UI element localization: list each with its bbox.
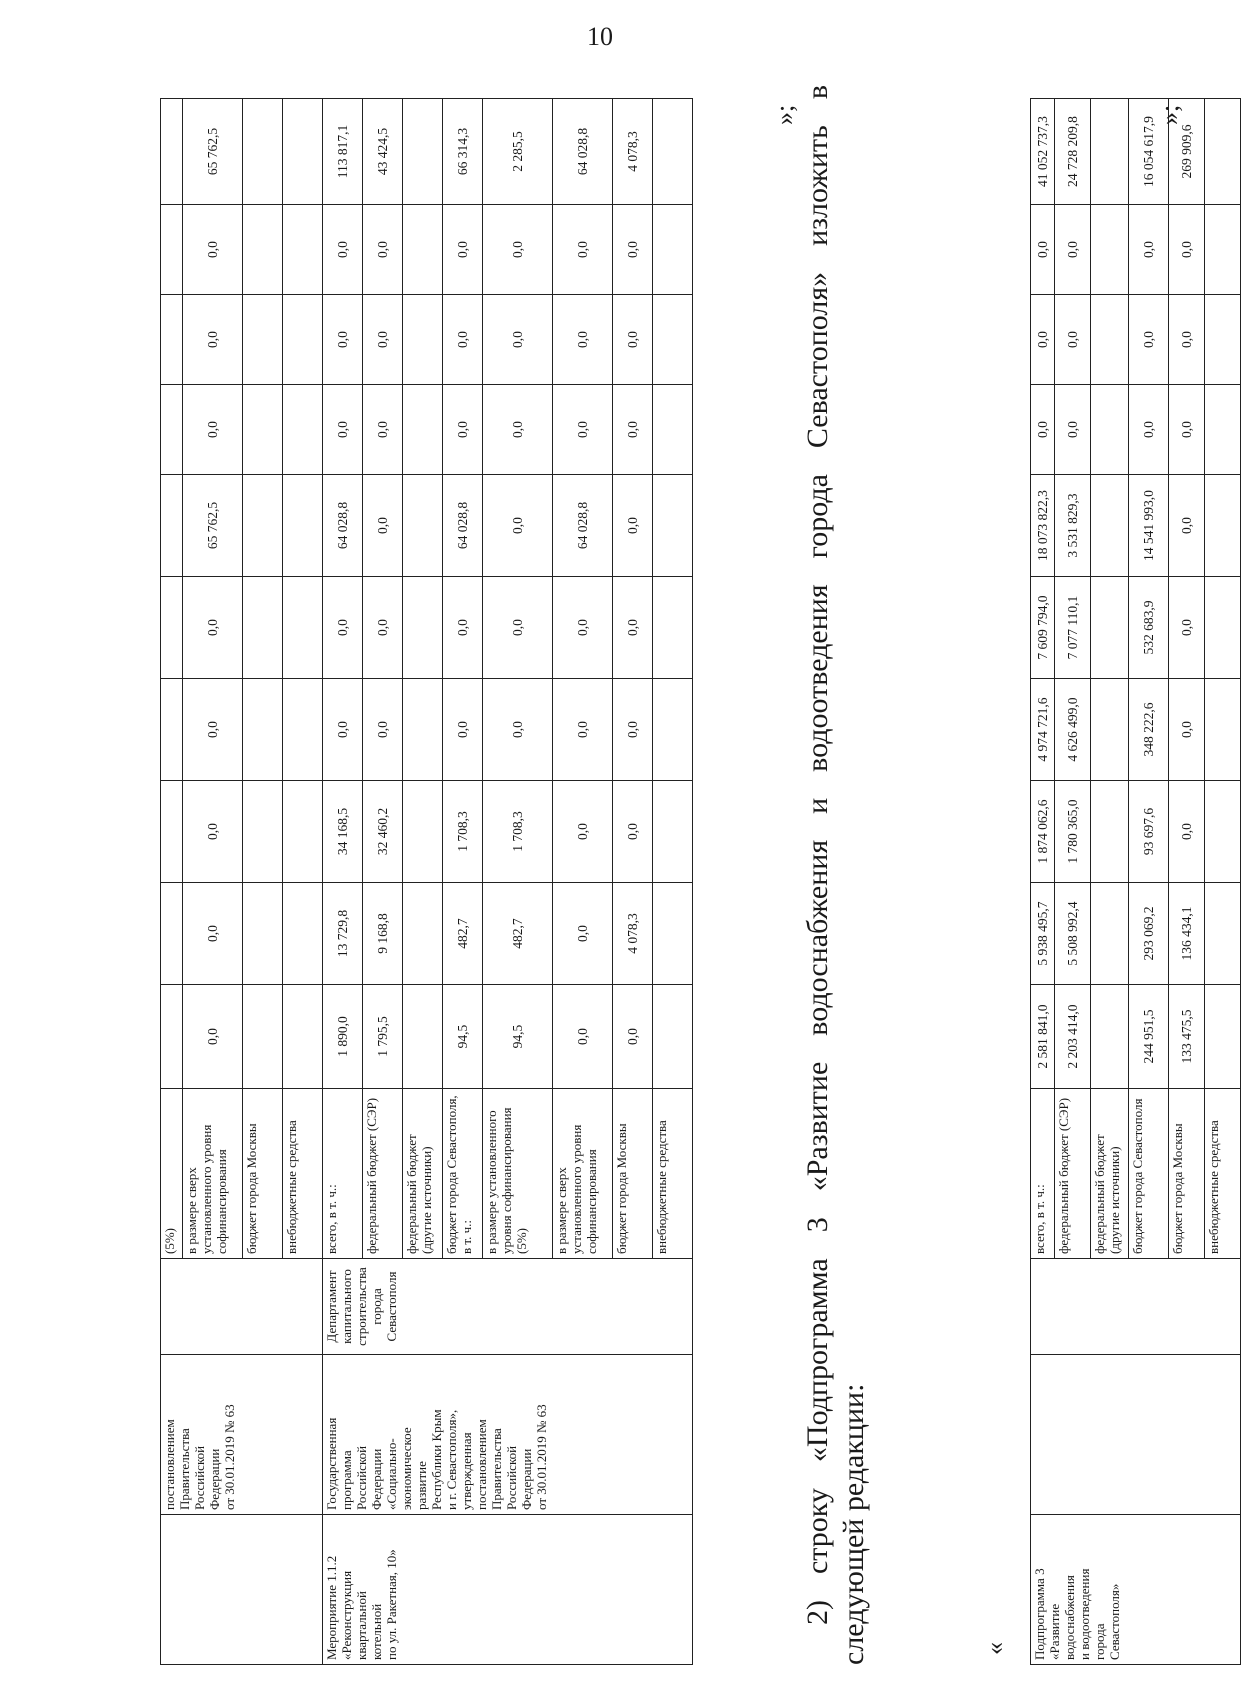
amount-cell: 0,0 <box>553 679 613 781</box>
amount-cell: 0,0 <box>613 679 653 781</box>
funding-source-cell: федеральный бюджет (СЭР) <box>1055 1089 1091 1259</box>
amount-cell: 0,0 <box>1055 295 1091 385</box>
amount-cell: 0,0 <box>443 295 483 385</box>
table-row <box>323 99 363 1665</box>
amount-cell <box>243 679 283 781</box>
amount-cell: 7 077 110,1 <box>1055 577 1091 679</box>
amount-cell: 1 708,3 <box>483 781 553 883</box>
amount-cell: 0,0 <box>613 985 653 1089</box>
amount-cell: 0,0 <box>553 883 613 985</box>
amount-cell <box>653 385 693 475</box>
budget-table-subprogram-3 <box>1030 98 1241 1665</box>
amount-cell: 0,0 <box>613 781 653 883</box>
amount-cell: 0,0 <box>323 295 363 385</box>
amount-cell <box>161 205 183 295</box>
amount-cell: 0,0 <box>613 577 653 679</box>
amount-cell <box>161 99 183 205</box>
amount-cell <box>1205 295 1241 385</box>
amount-cell <box>283 385 323 475</box>
amount-cell: 0,0 <box>183 985 243 1089</box>
measure-name-cell: Мероприятие 1.1.2 «Реконструкция квартальной котельной по ул. Ракетная, 10» <box>323 1515 693 1665</box>
amount-cell: 0,0 <box>483 679 553 781</box>
amount-cell: 93 697,6 <box>1129 781 1169 883</box>
amount-cell <box>1091 577 1129 679</box>
amount-cell: 1 874 062,6 <box>1031 781 1055 883</box>
amount-cell: 65 762,5 <box>183 99 243 205</box>
amount-cell <box>283 883 323 985</box>
amount-cell: 0,0 <box>1169 577 1205 679</box>
amount-cell <box>161 883 183 985</box>
amount-cell: 0,0 <box>443 577 483 679</box>
amount-cell: 0,0 <box>183 385 243 475</box>
program-basis-cell <box>1031 1355 1241 1515</box>
amount-cell: 0,0 <box>553 385 613 475</box>
amount-cell <box>1091 385 1129 475</box>
amount-cell <box>161 985 183 1089</box>
amount-cell <box>403 295 443 385</box>
funding-source-cell: в размере сверх установленного уровня софинансирования <box>183 1089 243 1259</box>
amount-cell <box>161 295 183 385</box>
funding-source-cell: федеральный бюджет (другие источники) <box>403 1089 443 1259</box>
amount-cell: 0,0 <box>183 883 243 985</box>
amount-cell <box>283 475 323 577</box>
amount-cell: 1 780 365,0 <box>1055 781 1091 883</box>
amount-cell: 0,0 <box>363 385 403 475</box>
funding-source-cell: всего, в т. ч.: <box>323 1089 363 1259</box>
amount-cell: 0,0 <box>613 475 653 577</box>
amount-cell <box>283 985 323 1089</box>
amount-cell <box>283 295 323 385</box>
amount-cell <box>403 679 443 781</box>
amount-cell <box>403 781 443 883</box>
amount-cell: 4 626 499,0 <box>1055 679 1091 781</box>
amount-cell: 0,0 <box>1055 205 1091 295</box>
amount-cell: 65 762,5 <box>183 475 243 577</box>
funding-source-cell: бюджет города Москвы <box>243 1089 283 1259</box>
funding-source-cell: бюджет города Севастополя, в т. ч.: <box>443 1089 483 1259</box>
amount-cell: 0,0 <box>1169 205 1205 295</box>
amount-cell <box>243 295 283 385</box>
funding-source-cell: внебюджетные средства <box>1205 1089 1241 1259</box>
amount-cell <box>283 205 323 295</box>
amount-cell <box>243 985 283 1089</box>
amount-cell: 2 285,5 <box>483 99 553 205</box>
amount-cell: 5 508 992,4 <box>1055 883 1091 985</box>
amount-cell: 0,0 <box>483 577 553 679</box>
rotated-page-content <box>160 65 1240 1665</box>
amount-cell: 133 475,5 <box>1169 985 1205 1089</box>
amount-cell: 0,0 <box>553 577 613 679</box>
closing-quote: »; <box>1155 104 1184 125</box>
amount-cell: 0,0 <box>363 295 403 385</box>
amount-cell <box>653 99 693 205</box>
amount-cell: 66 314,3 <box>443 99 483 205</box>
amount-cell: 269 909,6 <box>1169 99 1205 205</box>
amount-cell: 0,0 <box>1169 385 1205 475</box>
amount-cell: 0,0 <box>483 205 553 295</box>
amount-cell: 0,0 <box>613 205 653 295</box>
amount-cell: 94,5 <box>443 985 483 1089</box>
amount-cell: 293 069,2 <box>1129 883 1169 985</box>
amount-cell <box>403 577 443 679</box>
funding-source-cell: в размере сверх установленного уровня софинансирования <box>553 1089 613 1259</box>
measure-name-cell <box>161 1515 323 1665</box>
amount-cell: 0,0 <box>443 385 483 475</box>
amount-cell: 0,0 <box>323 577 363 679</box>
amount-cell: 24 728 209,8 <box>1055 99 1091 205</box>
amount-cell <box>403 985 443 1089</box>
executor-cell <box>1031 1259 1241 1355</box>
amount-cell: 0,0 <box>1129 385 1169 475</box>
amount-cell <box>653 205 693 295</box>
amount-cell <box>243 577 283 679</box>
amount-cell <box>1205 577 1241 679</box>
amount-cell: 4 078,3 <box>613 883 653 985</box>
amount-cell <box>1205 205 1241 295</box>
amount-cell <box>1091 205 1129 295</box>
amount-cell: 0,0 <box>363 475 403 577</box>
amount-cell: 482,7 <box>443 883 483 985</box>
amount-cell: 1 708,3 <box>443 781 483 883</box>
amount-cell <box>653 295 693 385</box>
amount-cell: 0,0 <box>183 295 243 385</box>
amount-cell: 0,0 <box>1129 205 1169 295</box>
amount-cell: 9 168,8 <box>363 883 403 985</box>
amount-cell: 0,0 <box>553 295 613 385</box>
amount-cell <box>1205 883 1241 985</box>
amount-cell <box>1091 883 1129 985</box>
table-row <box>1031 99 1055 1665</box>
amount-cell: 64 028,8 <box>553 475 613 577</box>
amount-cell: 0,0 <box>1169 295 1205 385</box>
amount-cell <box>161 475 183 577</box>
amount-cell: 348 222,6 <box>1129 679 1169 781</box>
amount-cell <box>653 781 693 883</box>
amount-cell <box>1205 781 1241 883</box>
amount-cell: 1 890,0 <box>323 985 363 1089</box>
amount-cell <box>161 385 183 475</box>
executor-cell <box>161 1259 323 1355</box>
amount-cell <box>1091 295 1129 385</box>
amount-cell <box>1205 679 1241 781</box>
amount-cell: 0,0 <box>1129 295 1169 385</box>
amount-cell <box>283 679 323 781</box>
amount-cell <box>283 577 323 679</box>
amount-cell: 43 424,5 <box>363 99 403 205</box>
program-basis-cell: постановлением Правительства Российской Федерации от 30.01.2019 № 63 <box>161 1355 323 1515</box>
funding-source-cell: внебюджетные средства <box>283 1089 323 1259</box>
executor-cell: Департамент капитального строительства города Севастополя <box>323 1259 693 1355</box>
amount-cell: 0,0 <box>613 295 653 385</box>
funding-source-cell: всего, в т. ч.: <box>1031 1089 1055 1259</box>
amount-cell: 5 938 495,7 <box>1031 883 1055 985</box>
amount-cell <box>403 205 443 295</box>
amount-cell: 2 203 414,0 <box>1055 985 1091 1089</box>
funding-source-cell: бюджет города Москвы <box>1169 1089 1205 1259</box>
amount-cell: 482,7 <box>483 883 553 985</box>
amount-cell: 0,0 <box>443 679 483 781</box>
funding-source-cell: бюджет города Севастополя <box>1129 1089 1169 1259</box>
funding-source-cell: внебюджетные средства <box>653 1089 693 1259</box>
closing-quote: »; <box>770 104 799 125</box>
amount-cell: 0,0 <box>553 985 613 1089</box>
amount-cell: 0,0 <box>1055 385 1091 475</box>
amount-cell: 64 028,8 <box>323 475 363 577</box>
amount-cell <box>283 99 323 205</box>
amount-cell <box>243 99 283 205</box>
amount-cell: 41 052 737,3 <box>1031 99 1055 205</box>
amount-cell: 136 434,1 <box>1169 883 1205 985</box>
program-basis-cell: Государственная программа Российской Федерации «Социально- экономическое развитие Республики Крым и г. Севастополя», утвержденная постановлением Правительства Российской Федерации от 30.01.2019 № 63 <box>323 1355 693 1515</box>
amount-cell: 64 028,8 <box>553 99 613 205</box>
amount-cell: 0,0 <box>1031 295 1055 385</box>
amount-cell: 1 795,5 <box>363 985 403 1089</box>
amount-cell: 0,0 <box>1031 205 1055 295</box>
funding-source-cell: бюджет города Москвы <box>613 1089 653 1259</box>
amount-cell: 2 581 841,0 <box>1031 985 1055 1089</box>
amount-cell: 113 817,1 <box>323 99 363 205</box>
amount-cell <box>653 577 693 679</box>
amount-cell <box>1205 385 1241 475</box>
amount-cell: 0,0 <box>1031 385 1055 475</box>
amount-cell <box>1205 985 1241 1089</box>
amount-cell: 0,0 <box>323 385 363 475</box>
page-number: 10 <box>587 22 613 51</box>
amount-cell: 0,0 <box>613 385 653 475</box>
amount-cell: 16 054 617,9 <box>1129 99 1169 205</box>
amount-cell <box>243 781 283 883</box>
amount-cell <box>403 475 443 577</box>
amount-cell: 0,0 <box>183 781 243 883</box>
budget-table-measures <box>160 98 693 1665</box>
instruction-line-1: 2) строку «Подпрограмма 3 «Развитие водоснабжения и водоотведения города Севастополя» изложить в <box>801 85 834 1625</box>
subprogram-name-cell: Подпрограмма 3 «Развитие водоснабжения и водоотведения города Севастополя» <box>1031 1515 1241 1665</box>
amount-cell: 0,0 <box>183 577 243 679</box>
amount-cell: 4 974 721,6 <box>1031 679 1055 781</box>
amount-cell <box>161 781 183 883</box>
amount-cell <box>243 205 283 295</box>
amount-cell <box>1091 475 1129 577</box>
amount-cell <box>283 781 323 883</box>
amount-cell: 0,0 <box>553 781 613 883</box>
opening-quote: « <box>980 1642 1009 1655</box>
instruction-line-2: следующей редакции: <box>837 1383 870 1665</box>
amount-cell <box>161 577 183 679</box>
table-row <box>161 99 183 1665</box>
funding-source-cell: в размере установленного уровня софинансирования (5%) <box>483 1089 553 1259</box>
amount-cell: 3 531 829,3 <box>1055 475 1091 577</box>
amount-cell: 0,0 <box>443 205 483 295</box>
amount-cell <box>243 883 283 985</box>
amount-cell: 0,0 <box>1169 679 1205 781</box>
amount-cell <box>243 385 283 475</box>
amount-cell: 0,0 <box>323 679 363 781</box>
amount-cell: 0,0 <box>323 205 363 295</box>
amount-cell: 32 460,2 <box>363 781 403 883</box>
amount-cell: 0,0 <box>553 205 613 295</box>
funding-source-cell: федеральный бюджет (другие источники) <box>1091 1089 1129 1259</box>
amount-cell: 18 073 822,3 <box>1031 475 1055 577</box>
amount-cell: 0,0 <box>483 385 553 475</box>
amount-cell <box>653 679 693 781</box>
amount-cell <box>1205 99 1241 205</box>
amount-cell: 0,0 <box>183 205 243 295</box>
amount-cell <box>653 883 693 985</box>
amount-cell: 0,0 <box>363 205 403 295</box>
amendment-instruction <box>800 85 872 1665</box>
amount-cell: 0,0 <box>1169 475 1205 577</box>
funding-source-cell: федеральный бюджет (СЭР) <box>363 1089 403 1259</box>
amount-cell: 244 951,5 <box>1129 985 1169 1089</box>
amount-cell: 0,0 <box>483 295 553 385</box>
amount-cell <box>1091 679 1129 781</box>
amount-cell: 0,0 <box>483 475 553 577</box>
amount-cell <box>653 475 693 577</box>
funding-source-cell: (5%) <box>161 1089 183 1259</box>
amount-cell: 0,0 <box>363 577 403 679</box>
amount-cell <box>403 385 443 475</box>
amount-cell <box>403 883 443 985</box>
amount-cell: 13 729,8 <box>323 883 363 985</box>
amount-cell: 0,0 <box>183 679 243 781</box>
amount-cell: 0,0 <box>363 679 403 781</box>
amount-cell: 14 541 993,0 <box>1129 475 1169 577</box>
amount-cell: 64 028,8 <box>443 475 483 577</box>
amount-cell: 4 078,3 <box>613 99 653 205</box>
amount-cell <box>1091 99 1129 205</box>
amount-cell <box>1205 475 1241 577</box>
amount-cell: 34 168,5 <box>323 781 363 883</box>
amount-cell: 532 683,9 <box>1129 577 1169 679</box>
amount-cell <box>403 99 443 205</box>
amount-cell <box>161 679 183 781</box>
amount-cell <box>1091 781 1129 883</box>
amount-cell: 7 609 794,0 <box>1031 577 1055 679</box>
amount-cell <box>1091 985 1129 1089</box>
amount-cell <box>243 475 283 577</box>
amount-cell: 94,5 <box>483 985 553 1089</box>
amount-cell: 0,0 <box>1169 781 1205 883</box>
amount-cell <box>653 985 693 1089</box>
